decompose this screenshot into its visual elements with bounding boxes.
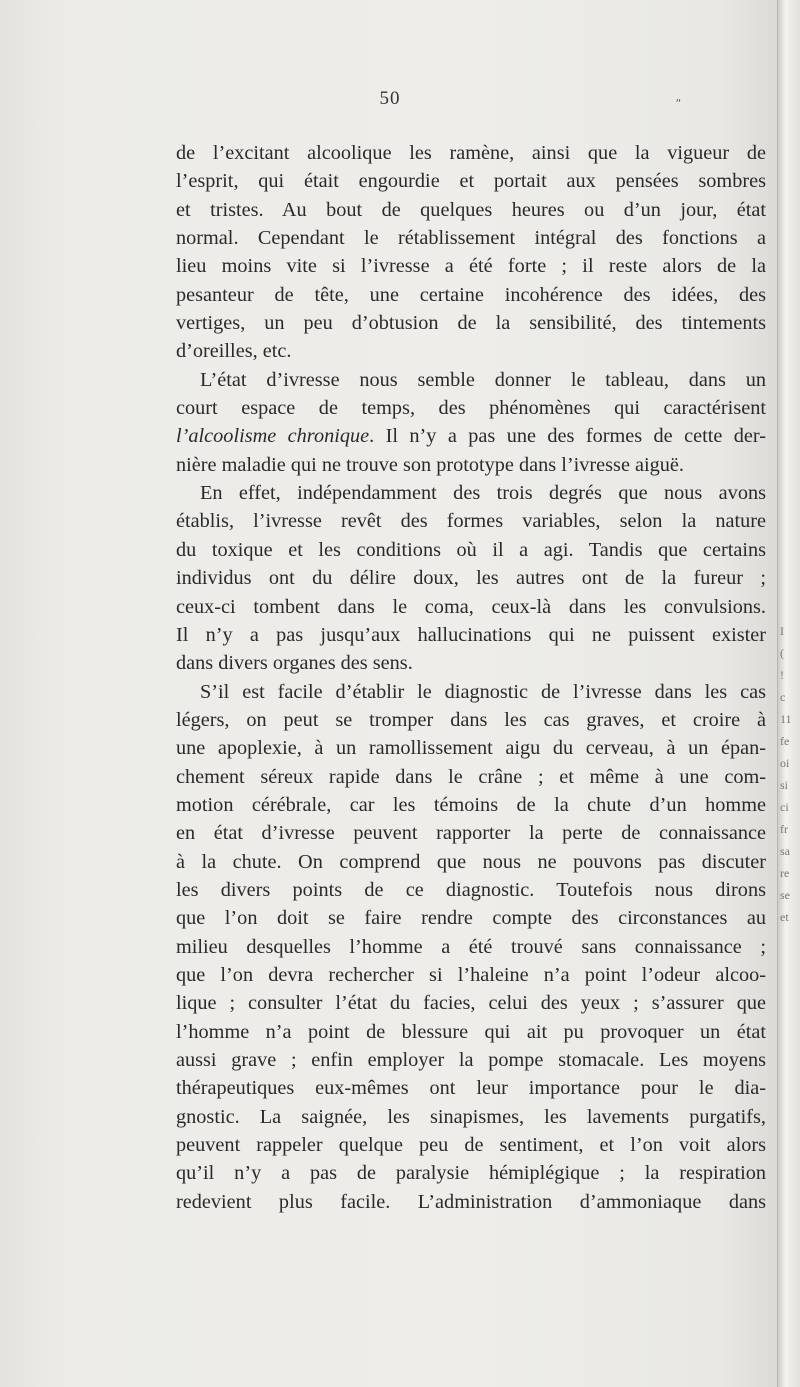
italic-article: l’ <box>176 425 189 448</box>
text-line: normal. Cependant le rétablissement intégral des fonctions a <box>176 227 766 250</box>
paragraph <box>176 366 766 479</box>
fragment-text: re <box>780 866 790 880</box>
text-line: du toxique et les conditions où il a agi. Tandis que certains <box>176 538 766 561</box>
text-line: nière maladie qui ne trouve son prototype dans l’ivresse aiguë. <box>176 453 685 476</box>
italic-term: alcoolisme chronique <box>188 425 370 448</box>
text-line: une apoplexie, à un ramollissement aigu du cerveau, à un épan- <box>176 737 766 760</box>
text-line: en état d’ivresse peuvent rapporter la perte de connaissance <box>176 822 766 845</box>
text-line: à la chute. On comprend que nous ne pouvons pas discuter <box>176 850 766 873</box>
text-line: redevient plus facile. L’administration d’ammoniaque dans <box>176 1190 766 1213</box>
text-line: motion cérébrale, car les témoins de la chute d’un homme <box>176 793 766 816</box>
text-line: pesanteur de tête, une certaine incohérence des idées, des <box>176 283 766 306</box>
paragraph <box>176 678 766 1217</box>
fragment-text: ! <box>780 668 784 682</box>
text-line: individus ont du délire doux, les autres ont de la fureur ; <box>176 567 766 590</box>
text-line <box>176 422 766 450</box>
fragment-text: fe <box>780 734 790 748</box>
paragraph <box>176 479 766 677</box>
text-line: que l’on doit se faire rendre compte des circonstances au <box>176 907 766 930</box>
fragment-text: ( <box>780 646 784 660</box>
text-line: qu’il n’y a pas de paralysie hémiplégique ; la respiration <box>176 1162 766 1185</box>
text-line: S’il est facile d’établir le diagnostic de l’ivresse dans les cas <box>200 680 766 703</box>
corner-mark: ʺ <box>676 96 681 110</box>
text-line: les divers points de ce diagnostic. Toutefois nous dirons <box>176 878 766 901</box>
text-line: En effet, indépendamment des trois degrés que nous avons <box>200 482 766 505</box>
fragment-text: ci <box>780 800 789 814</box>
fragment-text: oi <box>780 756 790 770</box>
text-line: chement séreux rapide dans le crâne ; et même à une com- <box>176 765 766 788</box>
fragment-text: c <box>780 690 786 704</box>
text-line: milieu desquelles l’homme a été trouvé sans connaissance ; <box>176 935 766 958</box>
text-line: l’esprit, qui était engourdie et portait aux pensées sombres <box>176 170 766 193</box>
text-run: . Il n’y a pas une des formes de cette der- <box>369 425 766 448</box>
text-line: lieu moins vite si l’ivresse a été forte ; il reste alors de la <box>176 255 766 278</box>
fragment-text: si <box>780 778 789 792</box>
fragment-text: se <box>780 888 790 902</box>
text-line: que l’on devra rechercher si l’haleine n’a point l’odeur alcoo- <box>176 963 766 986</box>
text-line: vertiges, un peu d’obtusion de la sensibilité, des tintements <box>176 312 766 335</box>
text-line: l’homme n’a point de blessure qui ait pu provoquer un état <box>176 1020 766 1043</box>
text-line: court espace de temps, des phénomènes qui caractérisent <box>176 397 766 420</box>
text-line: L’état d’ivresse nous semble donner le tableau, dans un <box>200 368 766 391</box>
text-line: gnostic. La saignée, les sinapismes, les lavements purgatifs, <box>176 1105 766 1128</box>
text-line: légers, on peut se tromper dans les cas graves, et croire à <box>176 708 766 731</box>
fragment-text: et <box>780 910 789 924</box>
text-line: établis, l’ivresse revêt des formes variables, selon la nature <box>176 510 766 533</box>
text-line: dans divers organes des sens. <box>176 652 413 675</box>
paragraph <box>176 139 766 366</box>
facing-page-edge <box>777 0 800 1387</box>
body-text <box>176 139 766 1216</box>
fragment-text: I <box>780 624 784 638</box>
text-line: lique ; consulter l’état du facies, celui des yeux ; s’assurer que <box>176 992 766 1015</box>
text-line: Il n’y a pas jusqu’aux hallucinations qui ne puissent exister <box>176 623 766 646</box>
text-line: thérapeutiques eux-mêmes ont leur importance pour le dia- <box>176 1077 766 1100</box>
text-line: ceux-ci tombent dans le coma, ceux-là dans les convulsions. <box>176 595 766 618</box>
text-line: d’oreilles, etc. <box>176 340 292 363</box>
fragment-text: 11 <box>780 712 792 726</box>
fragment-text: sa <box>780 844 790 858</box>
text-line: de l’excitant alcoolique les ramène, ainsi que la vigueur de <box>176 142 766 164</box>
text-line: et tristes. Au bout de quelques heures ou d’un jour, état <box>176 198 766 221</box>
text-line: peuvent rappeler quelque peu de sentiment, et l’on voit alors <box>176 1134 766 1157</box>
text-line: aussi grave ; enfin employer la pompe stomacale. Les moyens <box>176 1049 766 1071</box>
facing-page-fragments <box>780 620 798 928</box>
page-number: 50 <box>379 88 401 109</box>
fragment-text: fr <box>780 822 788 836</box>
